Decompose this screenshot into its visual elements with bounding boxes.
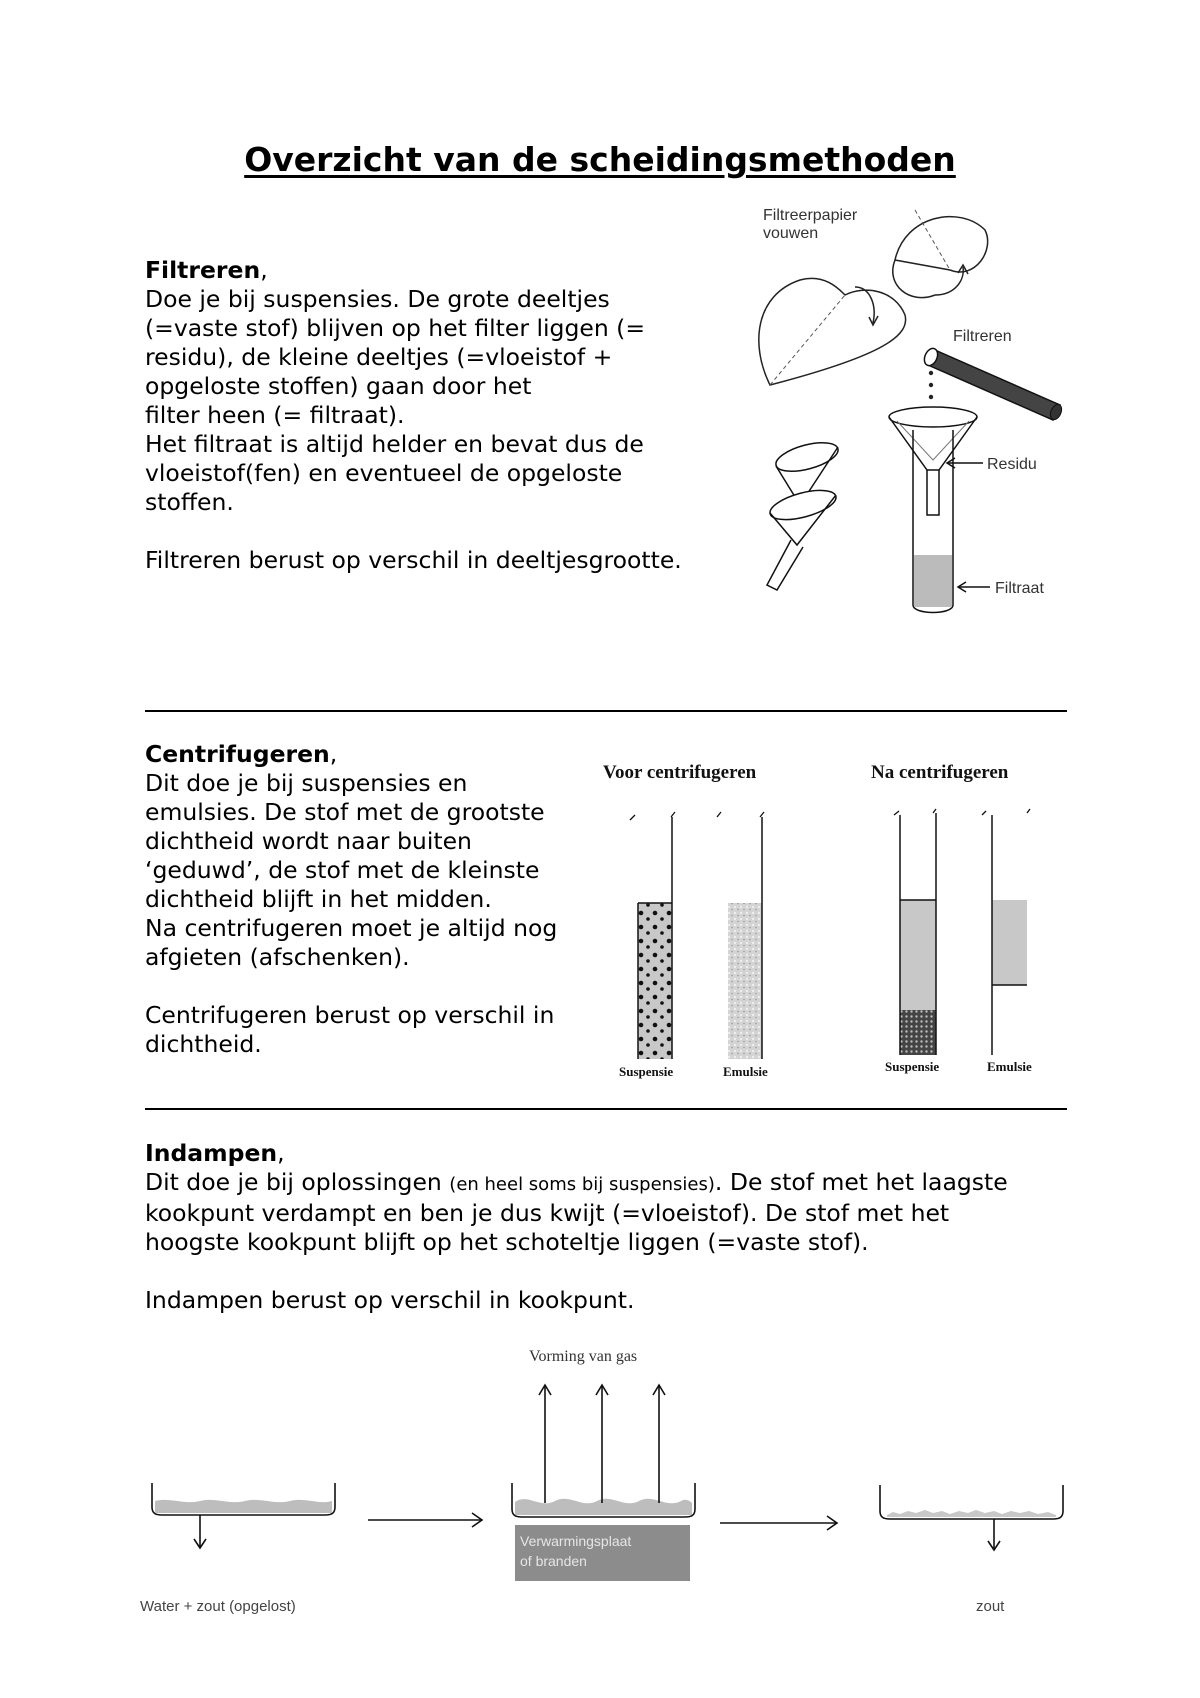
dish-salt (880, 1485, 1063, 1519)
filtreren-line: filter heen (= filtraat). (145, 401, 405, 429)
filtreren-line: opgeloste stoffen) gaan door het (145, 372, 532, 400)
filtration-illustration (745, 195, 1105, 625)
indampen-line1-part: Dit doe je bij oplossingen (145, 1168, 450, 1196)
centrifugeren-line: Na centrifugeren moet je altijd nog (145, 914, 558, 942)
tube-emulsie-before (717, 812, 764, 1059)
tube-suspensie-after (894, 809, 936, 1055)
after-title: Na centrifugeren (871, 762, 1009, 783)
tube-emulsie-after (982, 809, 1030, 1055)
gas-arrows (539, 1385, 665, 1503)
fold-label-2: vouwen (763, 225, 819, 242)
heating-label-2: of branden (520, 1553, 587, 1569)
funnel (889, 407, 977, 515)
indampen-line1-small: (en heel soms bij suspensies) (449, 1174, 715, 1195)
section-divider (145, 710, 1067, 712)
filtreren-heading: Filtreren (145, 256, 261, 284)
filtreren-heading-suffix: , (260, 256, 268, 284)
indampen-conclusion: Indampen berust op verschil in kookpunt. (145, 1286, 635, 1314)
filtreren-line: stoffen. (145, 488, 234, 516)
centrifugeren-line: ‘geduwd’, de stof met de kleinste (145, 856, 540, 884)
solution-label: Water + zout (opgelost) (140, 1598, 296, 1615)
folded-quarter-paper (895, 217, 988, 272)
suspensie-label-before: Suspensie (619, 1064, 674, 1079)
centrifugeren-line: dichtheid blijft in het midden. (145, 885, 492, 913)
section-divider (145, 1108, 1067, 1110)
filter-label: Filtreren (953, 328, 1012, 345)
centrifugeren-conclusion: Centrifugeren berust op verschil in (145, 1001, 555, 1029)
suspensie-label-after: Suspensie (885, 1059, 940, 1074)
centrifugeren-line: Dit doe je bij suspensies en (145, 769, 468, 797)
indampen-text (145, 1139, 1075, 1315)
centrifuge-illustration (595, 755, 1075, 1085)
filtreren-line: residu), de kleine deeltjes (=vloeistof + (145, 343, 613, 371)
dish-solution (152, 1483, 335, 1515)
salt-label: zout (976, 1598, 1005, 1615)
indampen-line1-part: . De stof met het laagste (714, 1168, 1008, 1196)
folded-filter-paper (759, 278, 906, 385)
heating-label-1: Verwarmingsplaat (520, 1533, 632, 1549)
evaporation-illustration (130, 1335, 1070, 1625)
gas-label: Vorming van gas (529, 1348, 638, 1365)
filtreren-line: vloeistof(fen) en eventueel de opgeloste (145, 459, 623, 487)
before-title: Voor centrifugeren (603, 762, 757, 783)
emulsie-label-before: Emulsie (723, 1064, 768, 1079)
filtrate-tube (913, 430, 953, 613)
filtreren-conclusion: Filtreren berust op verschil in deeltjesgrootte. (145, 546, 682, 574)
centrifugeren-line: afgieten (afschenken). (145, 943, 410, 971)
filtreren-line: Het filtraat is altijd helder en bevat dus de (145, 430, 644, 458)
dish-heating (512, 1483, 695, 1517)
filtraat-label: Filtraat (995, 580, 1044, 597)
tube-suspensie-before (630, 812, 675, 1059)
filtreren-text (145, 256, 735, 575)
page-title: Overzicht van de scheidingsmethoden (244, 140, 956, 179)
cone-in-funnel (767, 437, 841, 590)
centrifugeren-line: emulsies. De stof met de grootste (145, 798, 545, 826)
indampen-heading-suffix: , (277, 1139, 285, 1167)
filtreren-line: (=vaste stof) blijven op het filter liggen (= (145, 314, 646, 342)
indampen-heading: Indampen (145, 1139, 278, 1167)
emulsie-label-after: Emulsie (987, 1059, 1032, 1074)
centrifugeren-conclusion: dichtheid. (145, 1030, 262, 1058)
centrifugeren-text (145, 740, 585, 1059)
indampen-line: kookpunt verdampt en ben je dus kwijt (=vloeistof). De stof met het (145, 1199, 950, 1227)
indampen-line: hoogste kookpunt blijft op het schoteltje liggen (=vaste stof). (145, 1228, 869, 1256)
filtreren-line: Doe je bij suspensies. De grote deeltjes (145, 285, 610, 313)
centrifugeren-line: dichtheid wordt naar buiten (145, 827, 472, 855)
fold-label: Filtreerpapier (763, 207, 858, 224)
centrifugeren-heading: Centrifugeren (145, 740, 330, 768)
centrifugeren-heading-suffix: , (329, 740, 338, 768)
residu-label: Residu (987, 456, 1037, 473)
